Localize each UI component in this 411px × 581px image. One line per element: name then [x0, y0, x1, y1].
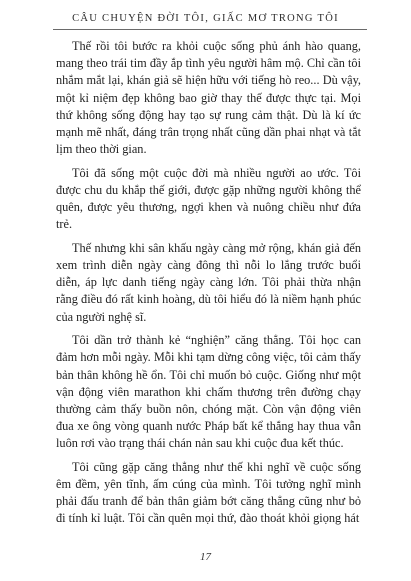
page-number: 17: [200, 551, 211, 563]
paragraph: Tôi dần trở thành kẻ “nghiện” căng thẳng. Tôi học can đảm hơn mỗi ngày. Mỗi khi tạm dừng công việc, tôi cảm thấy bản thân không hề ổn. Tôi chỉ muốn bỏ cuộc. Giống như một vận động viên marathon khi chấm thương trên đường chạy thường cảm thấy buồn nôn, chóng mặt. Còn vận động viên đua xe ông vòng quanh nước Pháp bất kể thắng hay thua vẫn luôn rơi vào trạng thái chán nản sau khi cuộc đua kết thúc.: [56, 333, 361, 451]
paragraph: Tôi đã sống một cuộc đời mà nhiều người ao ước. Tôi được chu du khắp thế giới, được gặp những người không thể quên, được yêu thương, ngợi khen và nuông chiều như đứa trẻ.: [56, 165, 361, 232]
paragraph: Tôi cũng gặp căng thẳng như thế khi nghĩ về cuộc sống êm đềm, yên tĩnh, ấm cúng của mình. Tôi tưởng nghĩ mình phải đấu tranh để bản thân giảm bớt căng thẳng cũng như bỏ đi tính kỉ luật. Tôi cần quên mọi thứ, đào thoát khỏi giọng hát: [56, 459, 361, 526]
paragraph: Thế rồi tôi bước ra khỏi cuộc sống phủ ánh hào quang, mang theo trái tim đầy ắp tình yêu người hâm mộ. Chỉ cần tôi nhắm mắt lại, khán giả sẽ hiện hữu với tiếng hò reo... Dù vậy, một kỉ niệm đẹp không bao giờ thay thế được thực tại. Mọi thứ không sống động hay tạo sự rung cảm thật. Dù là kí ức mạnh mẽ nhất, đáng trân trọng nhất cũng dần phai nhạt và tắt lịm theo thời gian.: [56, 39, 361, 157]
body-text: [56, 38, 361, 534]
running-header: CÂU CHUYỆN ĐỜI TÔI, GIẤC MƠ TRONG TÔI: [72, 13, 339, 24]
header-divider: [53, 29, 367, 30]
paragraph: Thế nhưng khi sân khấu ngày càng mở rộng, khán giả đến xem trình diễn ngày càng đông thì nỗi lo lắng trước buổi diễn, áp lực danh tiếng ngày càng lớn. Tôi phải thừa nhận rằng điều đó rất kinh hoàng, dù tôi hiểu đó là niềm hạnh phúc của người nghệ sĩ.: [56, 240, 361, 324]
